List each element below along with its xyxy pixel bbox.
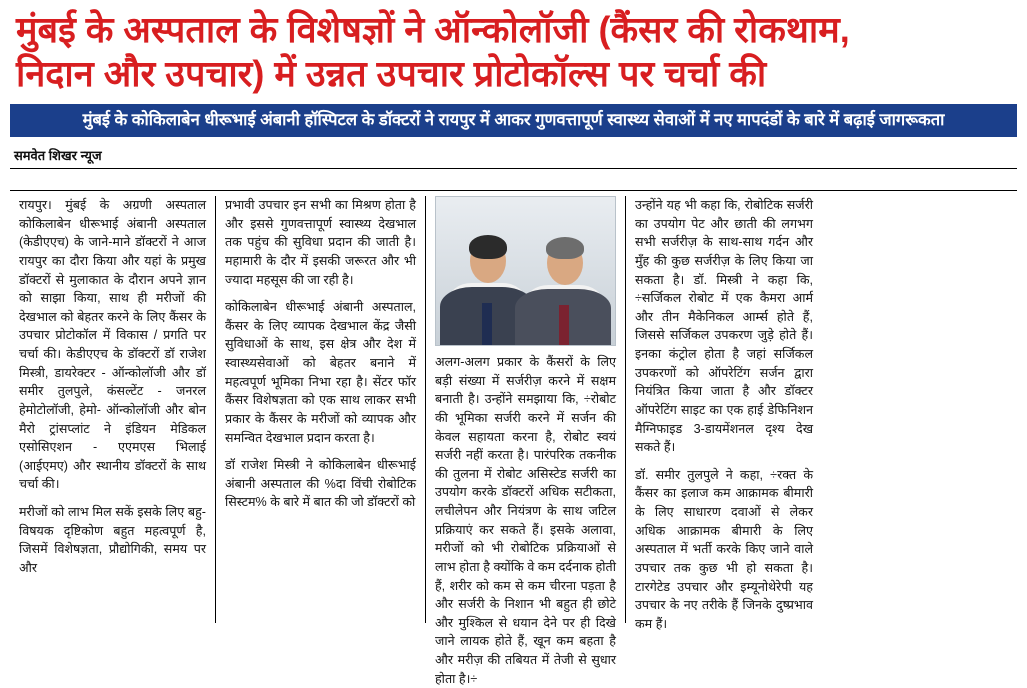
column-3 xyxy=(426,196,626,686)
byline-divider xyxy=(10,168,1017,169)
article-columns xyxy=(10,196,1017,686)
paragraph: प्रभावी उपचार इन सभी का मिश्रण होता है और इससे गुणवत्तापूर्ण स्वास्थ्य देखभाल तक पहुंच की सुविधा प्रदान की जाती है। महामारी के दौर में इसकी जरूरत और भी ज्यादा महसूस की जा रही है। xyxy=(225,198,416,287)
photo-tie-right xyxy=(559,305,569,345)
photo-person-right xyxy=(515,196,611,345)
sub-headline-bar: मुंबई के कोकिलाबेन धीरूभाई अंबानी हॉस्पिटल के डॉक्टरों ने रायपुर में आकर गुणवत्तापूर्ण स्वास्थ्य सेवाओं में नए मापदंडों के बारे में बढ़ाई जागरूकता xyxy=(10,104,1017,137)
column-2 xyxy=(216,196,426,623)
paragraph: डॉ राजेश मिस्त्री ने कोकिलाबेन धीरूभाई अंबानी अस्पताल की %दा विंची रोबोटिक सिस्टम% के बारे में बात की जो डॉक्टरों को xyxy=(225,458,416,510)
page-headline xyxy=(10,6,1017,96)
paragraph: कोकिलाबेन धीरूभाई अंबानी अस्पताल, कैंसर के लिए व्यापक देखभाल केंद्र जैसी सुविधाओं के साथ, इस क्षेत्र और देश में स्वास्थ्यसेवाओं को बेहतर बनाने में महत्वपूर्ण भूमिका निभा रहा है। सेंटर फॉर कैंसर विशेषज्ञता को एक साथ लाकर सभी प्रकार के कैंसर के मरीजों को व्यापक और समन्वित देखभाल प्रदान करता है। xyxy=(225,300,416,445)
columns-top-rule xyxy=(10,190,1017,191)
photo-hair-left xyxy=(469,235,507,259)
doctors-photo xyxy=(435,196,616,346)
paragraph: डॉ. समीर तुलपुले ने कहा, ÷रक्त के कैंसर का इलाज कम आक्रामक बीमारी के लिए साधारण दवाओं से लेकर अधिक आक्रामक बीमारी के लिए अस्पताल में भर्ती करके किए जाने वाले उपचार तक कुछ भी हो सकता है। टारगेटेड उपचार और इम्यूनोथेरेपी यह उपचार के नए तरीके हैं जिनके दुष्प्रभाव कम हैं। xyxy=(635,467,813,631)
column-1 xyxy=(10,196,216,623)
paragraph: मरीजों को लाभ मिल सकें इसके लिए बहु-विषयक दृष्टिकोण बहुत महत्वपूर्ण है, जिसमें विशेषज्ञता, प्रौद्योगिकी, समय पर और xyxy=(19,505,206,575)
photo-hair-right xyxy=(546,237,584,259)
paragraph: अलग-अलग प्रकार के कैंसरों के लिए बड़ी संख्या में सर्जरीज़ करने में सक्षम बनाती है। उन्होंने समझाया कि, ÷रोबोट की भूमिका सर्जरी करने में सर्जन की केवल सहायता करना है, रोबोट स्वयं सर्जरी नहीं करता है। पारंपरिक तकनीक की तुलना में रोबोट असिस्टेड सर्जरी का उपयोग करके डॉक्टरों अधिक सटीकता, लचीलेपन और नियंत्रण के साथ जटिल प्रक्रियाएं कर सकते हैं। इसके अलावा, मरीजों को भी रोबोटिक प्रक्रियाओं से लाभ होता है क्योंकि वे कम दर्दनाक होती हैं, शरीर को कम से कम चीरना पड़ता है और सर्जरी के निशान भी बहुत ही छोटे और मुश्किल से धयान देने पर ही दिखे जाने लायक होते हैं, खून कम बहता है और मरीज़ की तबियत में तेजी से सुधार होता है।÷ xyxy=(435,355,616,686)
photo-tie-left xyxy=(482,303,492,345)
headline-line-1: मुंबई के अस्पताल के विशेषज्ञों ने ऑन्कोलॉजी (कैंसर की रोकथाम, xyxy=(16,9,850,50)
byline: समवेत शिखर न्यूज xyxy=(14,148,102,164)
paragraph: उन्होंने यह भी कहा कि, रोबोटिक सर्जरी का उपयोग पेट और छाती की लगभग सभी सर्जरीज़ के साथ-साथ गर्दन और मुँह की कुछ सर्जरीज़ के लिए किया जा सकता है। डॉ. मिस्त्री ने कहा कि, ÷सर्जिकल रोबोट में एक कैमरा आर्म और तीन मैकेनिकल आर्म्स होते हैं, जिससे सर्जिकल उपकरण जुड़े होते हैं। इनका कंट्रोल होता है जहां सर्जिकल उपकरणों को ऑपरेटिंग सर्जन द्वारा नियंत्रित किया जाता है और डॉक्टर ऑपरेटिंग साइट का एक हाई डेफिनिशन मैग्निफाइड 3-डायमेंशनल दृश्य देख सकते हैं। xyxy=(635,198,813,455)
headline-line-2: निदान और उपचार) में उन्नत उपचार प्रोटोकॉल्स पर चर्चा की xyxy=(16,52,767,94)
paragraph: रायपुर। मुंबई के अग्रणी अस्पताल कोकिलाबेन धीरूभाई अंबानी अस्पताल (केडीएएच) के जाने-माने डॉक्टरों ने आज रायपुर का दौरा किया और यहां के प्रमुख डॉक्टरों से मुलाकात के दौरान अपने ज्ञान को साझा किया, साथ ही मरीजों की देखभाल को बेहतर करने के लिए कैंसर के उपचार प्रोटोकॉल में विकास / प्रगति पर चर्चा की। केडीएएच के डॉक्टरों डॉ राजेश मिस्त्री, डायरेक्टर - ऑन्कोलॉजी और डॉ समीर तुलपुले, कंसल्टेंट - जनरल हेमोटोलॉजी, हेमो- ऑन्कोलॉजी और बोन मैरो ट्रांसप्लांट ने इंडियन मेडिकल एसोसिएशन - एएमएस भिलाई (आईएमए) और स्थानीय डॉक्टरों के साथ चर्चा की। xyxy=(19,198,206,492)
column-4 xyxy=(626,196,822,631)
